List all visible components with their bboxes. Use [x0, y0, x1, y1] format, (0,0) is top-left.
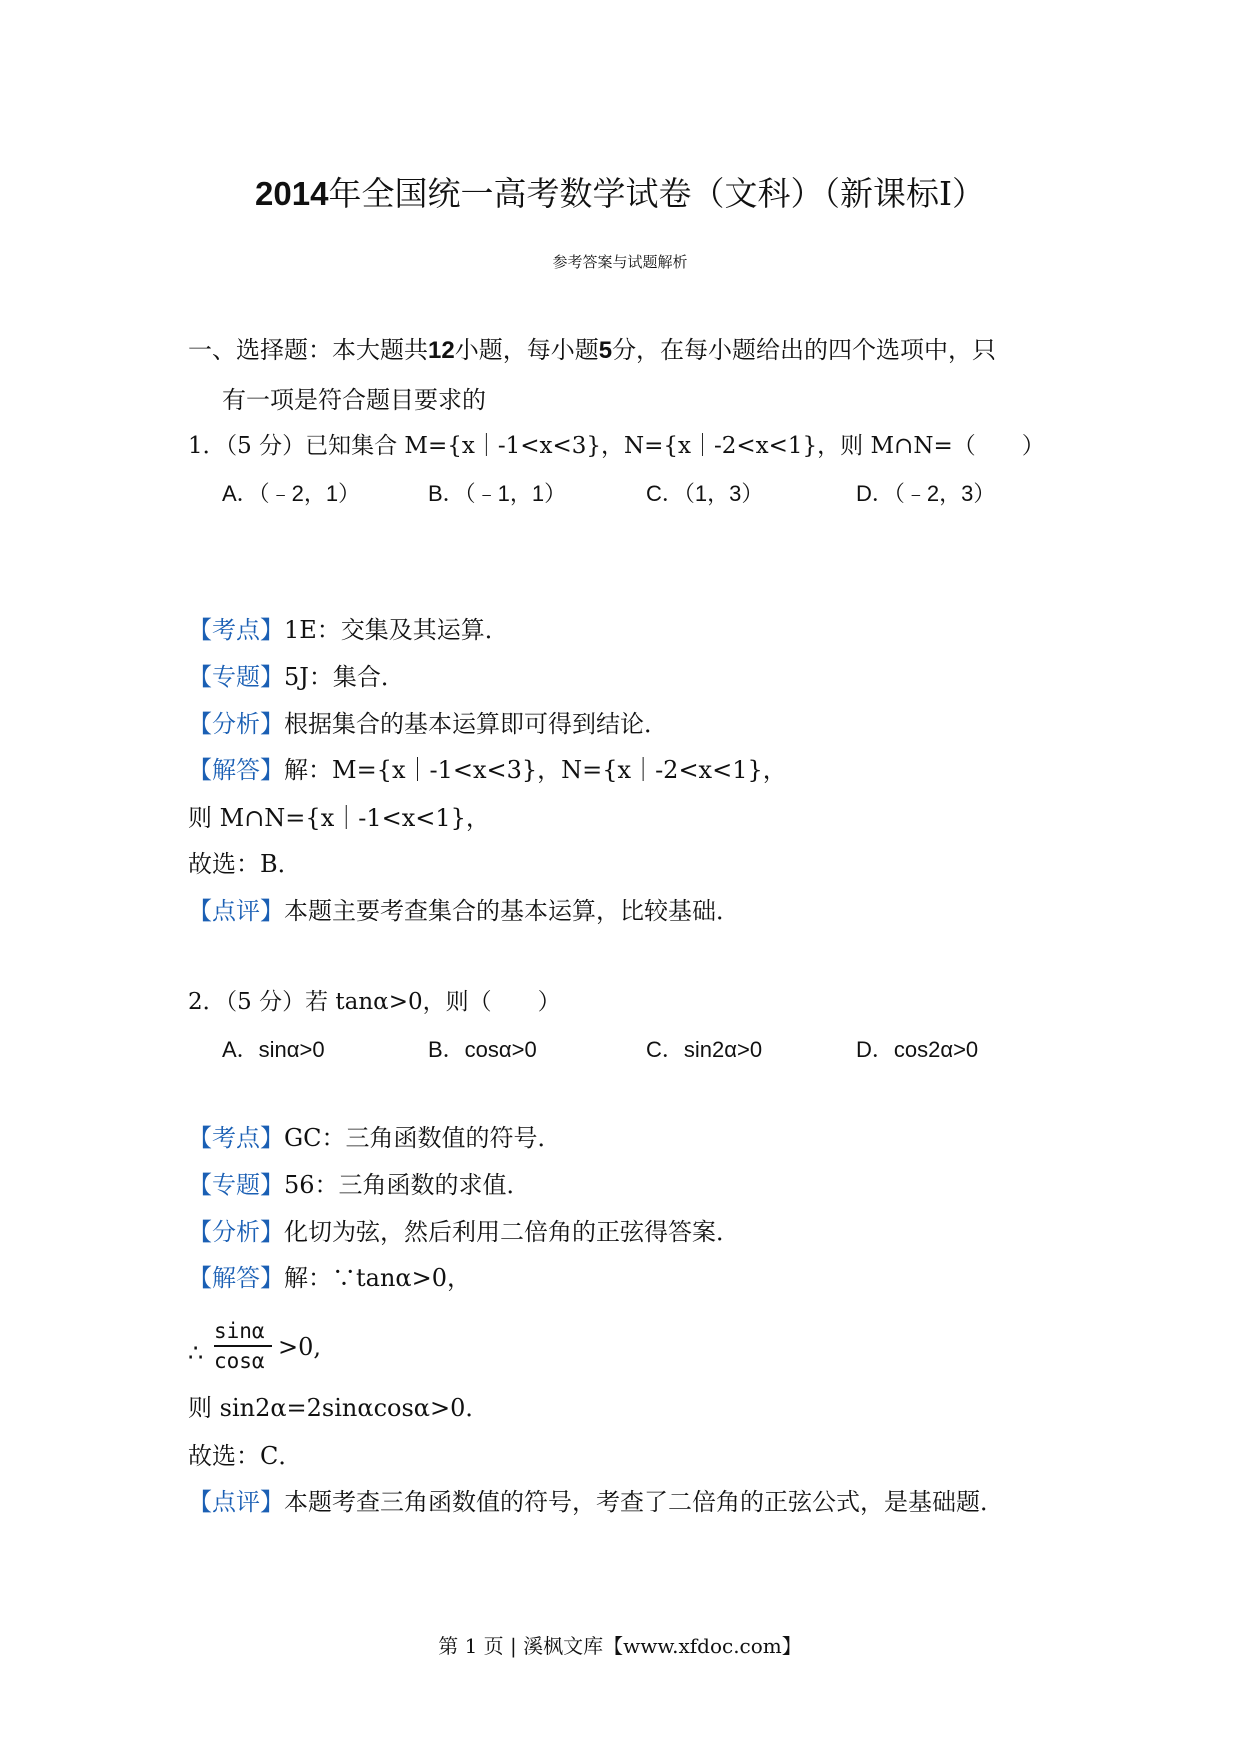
q2-option-a: A．sinα>0	[222, 1037, 325, 1062]
q2-dianping: 【点评】本题考查三角函数值的符号，考查了二倍角的正弦公式，是基础题．	[188, 1488, 1004, 1516]
q1-option-c: C．（1，3）	[646, 481, 764, 506]
therefore-symbol: ∴	[188, 1339, 204, 1367]
fraction-expression	[188, 1318, 328, 1378]
q2-option-b: B．cosα>0	[428, 1037, 537, 1062]
q1-stem: 1．（5 分）已知集合 M={x｜‐1<x<3}，N={x｜‐2<x<1}，则 M∩N=（ ）	[188, 433, 1045, 459]
q1-fenxi: 【分析】根据集合的基本运算即可得到结论．	[188, 710, 668, 738]
q2-step: 则 sin2α=2sinαcosα>0．	[188, 1394, 490, 1422]
q1-step: 则 M∩N={x｜‐1<x<1}，	[188, 804, 490, 832]
fraction-numerator: sinα	[214, 1319, 265, 1343]
page-title	[0, 172, 1240, 216]
q2-fenxi: 【分析】化切为弦，然后利用二倍角的正弦得答案．	[188, 1218, 740, 1246]
section-heading-line2: 有一项是符合题目要求的	[222, 386, 486, 414]
q1-option-a: A．（﹣2，1）	[222, 481, 361, 506]
title-text: 年全国统一高考数学试卷（文科）（新课标Ⅰ）	[328, 174, 985, 213]
fraction-denominator: cosα	[214, 1349, 265, 1373]
q2-zhuanti: 【专题】56：三角函数的求值．	[188, 1171, 531, 1199]
q2-stem: 2．（5 分）若 tanα>0，则（ ）	[188, 989, 561, 1015]
q1-dianping: 【点评】本题主要考查集合的基本运算，比较基础．	[188, 897, 740, 925]
q1-jieda: 【解答】解：M={x｜‐1<x<3}，N={x｜‐2<x<1}，	[188, 756, 787, 784]
q2-answer: 故选：C．	[188, 1442, 303, 1470]
q1-kaodian: 【考点】1E：交集及其运算．	[188, 616, 509, 644]
q1-option-b: B．（﹣1，1）	[428, 481, 567, 506]
q2-kaodian: 【考点】GC：三角函数值的符号．	[188, 1124, 562, 1152]
section-heading-line1: 一、选择题：本大题共12小题，每小题5分，在每小题给出的四个选项中，只	[188, 336, 997, 364]
fraction-relation: >0,	[278, 1333, 322, 1361]
page-subtitle: 参考答案与试题解析	[552, 253, 688, 271]
q2-option-d: D．cos2α>0	[856, 1037, 979, 1062]
page-footer: 第 1 页 | 溪枫文库【www.xfdoc.com】	[438, 1634, 802, 1658]
q2-option-c: C．sin2α>0	[646, 1037, 763, 1062]
q1-option-d: D．（﹣2，3）	[856, 481, 996, 506]
question-points: 5	[598, 337, 613, 364]
fraction-bar	[214, 1345, 272, 1347]
q2-jieda: 【解答】解：∵tanα>0，	[188, 1264, 471, 1292]
title-year: 2014	[255, 175, 329, 212]
q1-answer: 故选：B．	[188, 850, 302, 878]
question-count: 12	[428, 337, 455, 364]
q1-zhuanti: 【专题】5J：集合．	[188, 663, 405, 691]
